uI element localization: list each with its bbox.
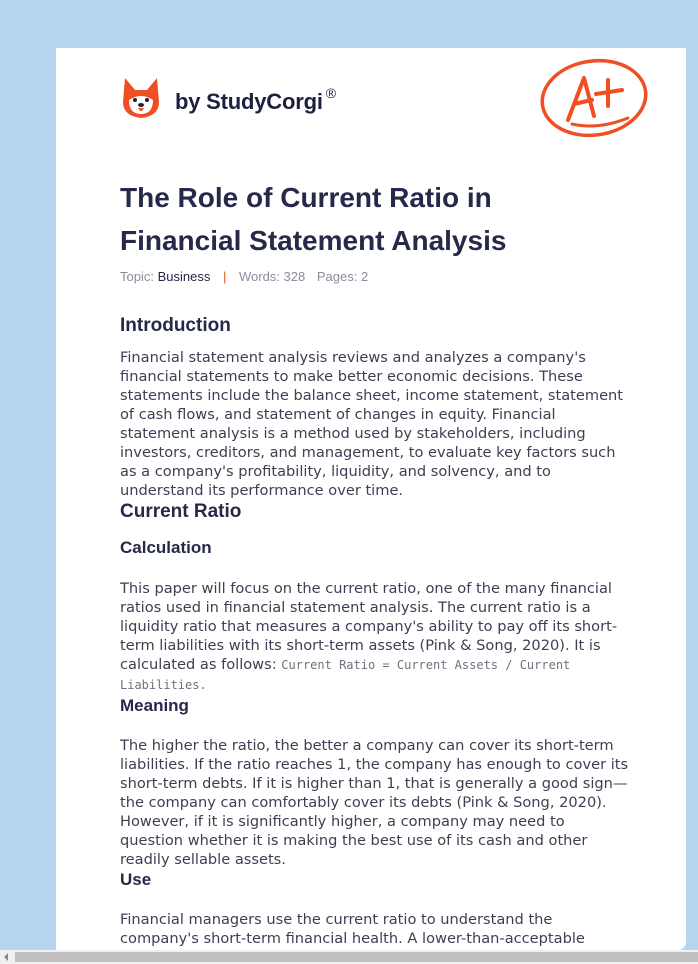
topic-label: Topic:: [120, 269, 154, 284]
paragraph-calculation: This paper will focus on the current ratio, one of the many financial ratios used in financial statement analysis. The current ratio is a liquidity ratio that measures a company's ability to pay off its short-term liabilities with its short-term assets (Pink & Song, 2020). It is calculated as follows: Current Ratio = Current Assets / Current Liabilities.: [120, 580, 618, 692]
paragraph-use: Financial managers use the current ratio to understand the company's short-term financial health. A lower-than-acceptable: [120, 911, 585, 947]
a-plus-grade-icon: [538, 58, 650, 140]
meta-separator: |: [222, 269, 227, 284]
section-heading-meaning: Meaning: [120, 696, 189, 715]
horizontal-scrollbar[interactable]: [0, 950, 698, 964]
document-page: [56, 48, 686, 950]
brand-name: by StudyCorgi ®: [175, 85, 336, 114]
page-title: The Role of Current Ratio in Financial Statement Analysis: [120, 182, 507, 256]
paragraph-meaning: The higher the ratio, the better a company can cover its short-term liabilities. If the ratio reaches 1, the company has enough to cover its short-term debts. If it is higher than 1, that is generally a good sign—the company can comfortably cover its debts (Pink & Song, 2020). However, if it is significantly higher, a company may need to question whether it is making the best use of its cash and other readily sellable assets.: [120, 737, 629, 868]
corgi-logo-icon: [121, 76, 161, 120]
section-heading-use: Use: [120, 870, 152, 889]
topic-link[interactable]: Business: [157, 269, 211, 284]
paragraph-introduction: Financial statement analysis reviews and analyzes a company's financial statements to make better economic decisions. These statements include the balance sheet, income statement, statement of cash flows, and statement of changes in equity. Financial statement analysis is a method used by stakeholders, including investors, creditors, and management, to evaluate key factors such as a company's profitability, liquidity, and solvency, and to understand its performance over time.: [120, 349, 624, 499]
section-heading-current-ratio: Current Ratio: [120, 501, 242, 522]
scrollbar-thumb[interactable]: [15, 952, 698, 962]
section-heading-introduction: Introduction: [120, 315, 231, 336]
formula: Current Ratio = Current Assets / Current Liabilities.: [120, 658, 571, 692]
document-meta: [120, 269, 368, 284]
document-body: [120, 310, 632, 948]
word-count: Words: 328: [238, 269, 306, 284]
brand-header[interactable]: [121, 76, 336, 120]
section-heading-calculation: Calculation: [120, 538, 212, 557]
page-count: Pages: 2: [316, 269, 369, 284]
scroll-left-arrow-icon[interactable]: [4, 953, 8, 961]
